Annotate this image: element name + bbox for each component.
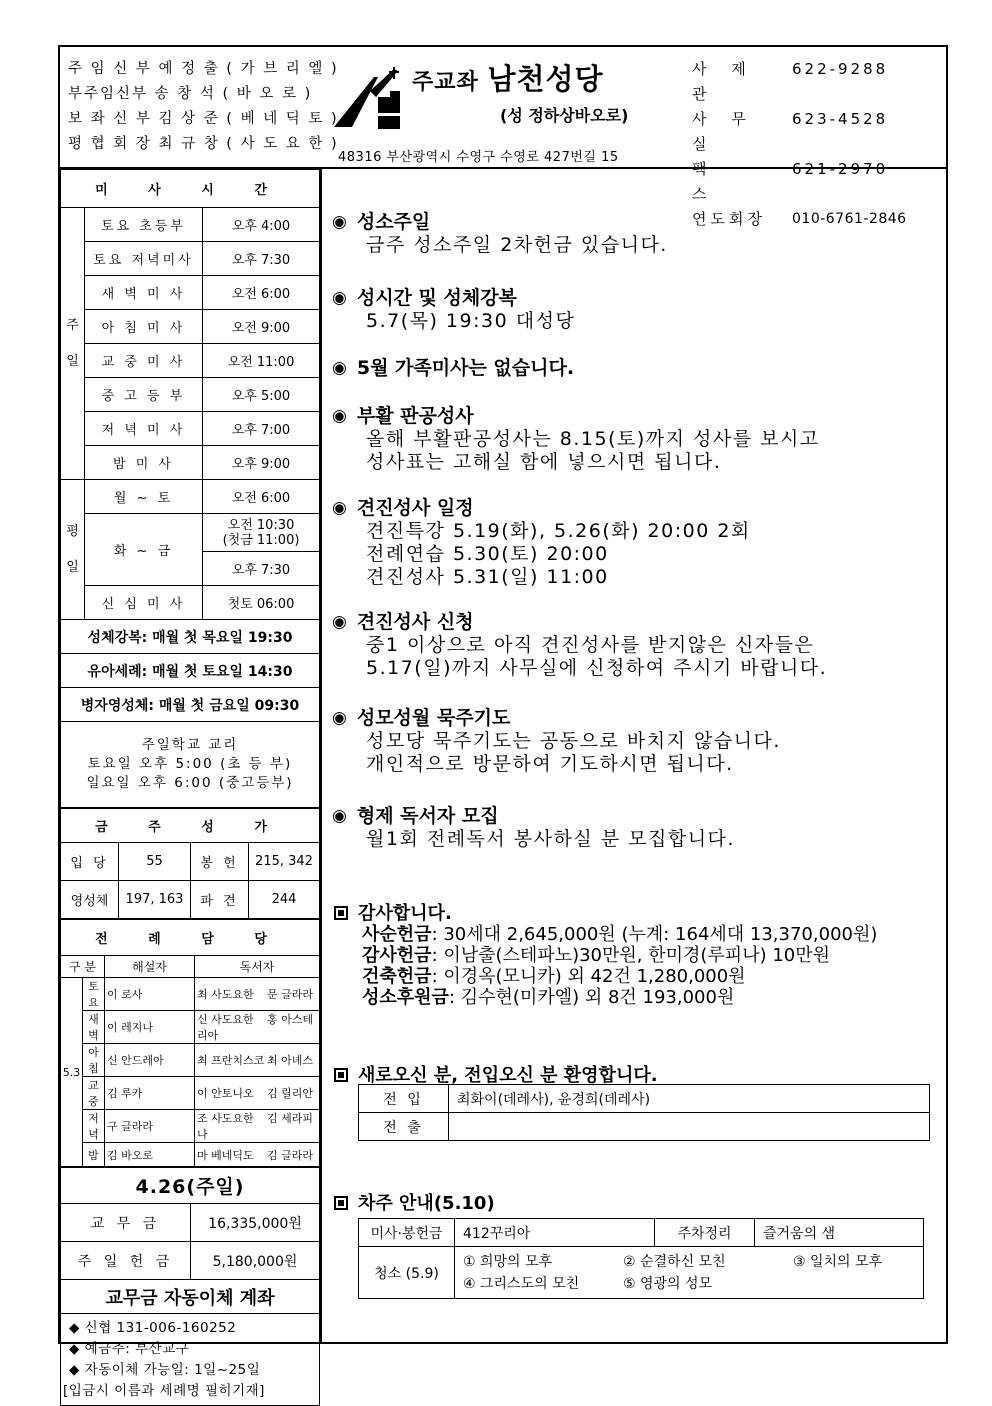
mass-name: 화 ~ 금 xyxy=(85,514,203,586)
bullseye-icon: ◉ xyxy=(332,708,347,728)
square-bullet-icon xyxy=(334,1196,348,1210)
liturgy-commentator: 구 글라라 xyxy=(105,1110,195,1143)
welcome-title: 새로오신 분, 전입오신 분 환영합니다. xyxy=(358,1065,658,1086)
sunday-school-title: 주일학교 교리 xyxy=(141,737,239,753)
announcement xyxy=(332,497,751,589)
liturgy-header: 독서자 xyxy=(195,956,320,978)
mass-times-title: 미 사 시 간 xyxy=(61,170,320,208)
thanks-text: : 30세대 2,645,000원 (누계: 164세대 13,370,000원) xyxy=(431,924,878,945)
thanks-line xyxy=(334,987,877,1008)
mass-name: 월 ~ 토 xyxy=(85,480,203,514)
reader: 마 베네딕도 xyxy=(197,1148,254,1162)
liturgy-readers xyxy=(195,978,320,1011)
finance-value: 16,335,000원 xyxy=(191,1204,320,1242)
mass-time-note: (첫금 11:00) xyxy=(222,532,300,548)
reader: 홍 아스테리아 xyxy=(197,1013,314,1042)
mass-name: 중 고 등 부 xyxy=(85,378,203,412)
sunday-school-line: 토요일 오후 5:00 (초 등 부) xyxy=(87,756,293,772)
bulletin-frame xyxy=(58,45,948,1399)
parking-label: 주차정리 xyxy=(655,1219,755,1247)
church-name xyxy=(412,57,604,98)
liturgy-header: 구 분 xyxy=(61,956,105,978)
mass-time: 오전 10:30 xyxy=(227,517,295,533)
announcement-title: 성소주일 xyxy=(356,211,431,233)
thanks-label: 건축헌금 xyxy=(362,966,432,987)
hymn-label: 봉 헌 xyxy=(191,843,249,881)
bullseye-icon: ◉ xyxy=(332,406,347,426)
liturgy-slot: 교중 xyxy=(83,1077,105,1110)
staff-line: 부주임신부 송 창 석 ( 바 오 로 ) xyxy=(68,86,313,102)
mass-time: 오전 9:00 xyxy=(203,310,320,344)
thanks-label: 사순헌금 xyxy=(362,924,432,945)
square-bullet-icon xyxy=(334,1068,348,1082)
patron-name: (성 정하상바오로) xyxy=(500,106,629,125)
announcement-body: 월1회 전례독서 봉사하실 분 모집합니다. xyxy=(366,828,735,850)
reader: 김 릴리안 xyxy=(267,1087,314,1100)
hymn-label: 영성체 xyxy=(61,881,119,919)
contact-label: 팩 스 xyxy=(692,160,745,203)
contact-label: 연도회장 xyxy=(692,210,766,228)
church-logo-icon xyxy=(332,61,422,131)
announcement-title: 견진성사 신청 xyxy=(356,611,474,633)
announcement xyxy=(332,357,574,380)
mass-time: 오전 6:00 xyxy=(203,276,320,310)
welcome-label: 전 출 xyxy=(359,1113,449,1141)
right-column xyxy=(322,169,946,1344)
bullseye-icon: ◉ xyxy=(332,358,347,378)
offering-value: 412꾸리아 xyxy=(455,1219,655,1247)
liturgy-readers xyxy=(195,1143,320,1167)
announcement-title: 성시간 및 성체강복 xyxy=(356,287,517,309)
thanks-text: : 김수현(미카엘) 외 8건 193,000원 xyxy=(448,987,735,1008)
liturgy-readers xyxy=(195,1011,320,1044)
cleaning-label: 청소 (5.9) xyxy=(359,1247,455,1299)
contact-value: 010-6761-2846 xyxy=(792,211,907,227)
left-column xyxy=(60,169,322,1399)
thanks-line xyxy=(334,966,877,987)
hymn-value: 244 xyxy=(249,881,320,919)
thanks-text: : 이경옥(모니카) 외 42건 1,280,000원 xyxy=(431,966,746,987)
announcement-title: 부활 판공성사 xyxy=(356,405,474,427)
liturgy-slot: 토요 xyxy=(83,978,105,1011)
announcement-body: 5.17(일)까지 사무실에 신청하여 주시기 바랍니다. xyxy=(366,657,828,679)
bullseye-icon: ◉ xyxy=(332,612,347,632)
mass-time: 첫토 06:00 xyxy=(203,586,320,620)
mass-name: 밤 미 사 xyxy=(85,446,203,480)
announcement-body: 전례연습 5.30(토) 20:00 xyxy=(366,543,609,565)
finance-label: 교 무 금 xyxy=(61,1204,191,1242)
reader: 최 아녜스 xyxy=(267,1054,314,1067)
reader: 신 사도요한 xyxy=(197,1013,254,1026)
liturgy-slot: 새벽 xyxy=(83,1011,105,1044)
announcement xyxy=(332,211,668,257)
welcome-value: 최화이(데레사), 윤경희(데레사) xyxy=(449,1085,930,1113)
sunday-label: 주 일 xyxy=(61,208,85,480)
liturgy-title: 전 례 담 당 xyxy=(61,920,320,956)
mass-time: 오후 7:30 xyxy=(203,552,320,586)
liturgy-readers xyxy=(195,1077,320,1110)
liturgy-commentator: 이 레지나 xyxy=(105,1011,195,1044)
announcement xyxy=(332,287,575,333)
autopay-line: [입금시 이름과 세례명 필히기재] xyxy=(63,1382,265,1399)
mass-name: 신 심 미 사 xyxy=(85,586,203,620)
staff-list xyxy=(68,57,339,157)
announcement xyxy=(332,611,827,680)
announcement xyxy=(332,805,735,851)
bullseye-icon: ◉ xyxy=(332,288,347,308)
mass-name: 교 중 미 사 xyxy=(85,344,203,378)
welcome-value xyxy=(449,1113,930,1141)
thanks-label: 성소후원금 xyxy=(362,987,449,1008)
church-title: 남천성당 xyxy=(487,62,604,96)
nextweek-title: 차주 안내(5.10) xyxy=(358,1193,495,1214)
cleaning-group: ④ 그리스도의 모친 xyxy=(463,1275,580,1292)
sunday-school xyxy=(61,722,320,808)
note-row: 성체강복: 매월 첫 목요일 19:30 xyxy=(61,620,320,654)
hymn-value: 197, 163 xyxy=(119,881,191,919)
reader: 이 안토니오 xyxy=(197,1087,254,1100)
announcement-body: 견진성사 5.31(일) 11:00 xyxy=(366,566,609,588)
announcement-title: 5월 가족미사는 없습니다. xyxy=(356,357,575,379)
autopay-line: ◆ 자동이체 가능일: 1일~25일 xyxy=(69,1361,261,1378)
cleaning-group: ① 희망의 모후 xyxy=(463,1253,553,1270)
weekday-label: 평 일 xyxy=(61,480,85,620)
announcement-title: 성모성월 묵주기도 xyxy=(356,707,511,729)
sunday-school-line: 일요일 오후 6:00 (중고등부) xyxy=(86,775,294,791)
mass-time: 오전 6:00 xyxy=(203,480,320,514)
thanks-line xyxy=(334,924,877,945)
mass-time: 오후 7:00 xyxy=(203,412,320,446)
thanks-text: : 이남출(스테파노)30만원, 한미경(루피나) 10만원 xyxy=(431,945,831,966)
staff-line: 주 임 신 부 예 정 출 ( 가 브 리 엘 ) xyxy=(68,61,339,77)
square-bullet-icon xyxy=(334,906,348,920)
reader: 김 세라피나 xyxy=(197,1112,314,1141)
thanks-line xyxy=(334,945,877,966)
mass-time-multi xyxy=(203,514,320,552)
liturgy-slot: 밤 xyxy=(83,1143,105,1167)
mass-name: 저 녁 미 사 xyxy=(85,412,203,446)
mass-name: 새 벽 미 사 xyxy=(85,276,203,310)
liturgy-slot: 아침 xyxy=(83,1044,105,1077)
mass-times-table xyxy=(60,169,320,808)
liturgy-commentator: 신 안드레아 xyxy=(105,1044,195,1077)
thanks-label: 감사헌금 xyxy=(362,945,432,966)
cleaning-group: ③ 일치의 모후 xyxy=(793,1253,883,1270)
announcement-body: 5.7(목) 19:30 대성당 xyxy=(366,310,576,332)
announcement-title: 형제 독서자 모집 xyxy=(356,805,499,827)
cleaning-groups xyxy=(455,1247,924,1299)
contact-label: 사 무 실 xyxy=(692,110,756,153)
mass-time: 오전 11:00 xyxy=(203,344,320,378)
finance-table xyxy=(60,1167,320,1406)
cleaning-group: ② 순결하신 모친 xyxy=(623,1253,726,1270)
hymn-label: 입 당 xyxy=(61,843,119,881)
hymn-value: 215, 342 xyxy=(249,843,320,881)
reader: 최 사도요한 xyxy=(197,988,254,1001)
reader: 최 프란치스코 xyxy=(197,1054,265,1067)
mass-name: 토요 저녁미사 xyxy=(85,242,203,276)
finance-value: 5,180,000원 xyxy=(191,1242,320,1280)
contact-value: 621-2970 xyxy=(792,160,889,178)
note-row: 유아세례: 매월 첫 토요일 14:30 xyxy=(61,654,320,688)
liturgy-table xyxy=(60,919,320,1167)
offering-label: 미사·봉헌금 xyxy=(359,1219,455,1247)
mass-time: 오후 5:00 xyxy=(203,378,320,412)
finance-label: 주 일 헌 금 xyxy=(61,1242,191,1280)
hymns-table xyxy=(60,808,320,919)
address: 48316 부산광역시 수영구 수영로 427번길 15 xyxy=(338,150,619,165)
bullseye-icon: ◉ xyxy=(332,806,347,826)
reader: 김 글라라 xyxy=(267,1148,314,1162)
liturgy-commentator: 김 루카 xyxy=(105,1077,195,1110)
thanks-section xyxy=(334,903,877,1008)
announcement-body: 올해 부활판공성사는 8.15(토)까지 성사를 보시고 xyxy=(366,428,820,450)
welcome-table xyxy=(358,1084,930,1141)
autopay-info xyxy=(61,1314,320,1406)
mass-name: 아 침 미 사 xyxy=(85,310,203,344)
bullseye-icon: ◉ xyxy=(332,212,347,232)
hymn-label: 파 견 xyxy=(191,881,249,919)
autopay-line: ◆ 예금주: 부산교구 xyxy=(69,1340,190,1357)
mass-time: 오후 4:00 xyxy=(203,208,320,242)
thanks-title: 감사합니다. xyxy=(358,903,452,924)
nextweek-title-row xyxy=(334,1189,495,1215)
cleaning-group: ⑤ 영광의 성모 xyxy=(623,1275,713,1292)
announcement-body: 개인적으로 방문하여 기도하시면 됩니다. xyxy=(366,753,734,775)
liturgy-readers xyxy=(195,1044,320,1077)
liturgy-readers xyxy=(195,1110,320,1143)
liturgy-commentator: 이 로사 xyxy=(105,978,195,1011)
announcement-body: 견진특강 5.19(화), 5.26(화) 20:00 2회 xyxy=(366,520,751,542)
liturgy-date: 5.3 xyxy=(61,978,83,1167)
liturgy-header: 해설자 xyxy=(105,956,195,978)
welcome-label: 전 입 xyxy=(359,1085,449,1113)
announcement xyxy=(332,405,820,474)
hymns-title: 금 주 성 가 xyxy=(61,809,320,843)
contact-value: 623-4528 xyxy=(792,110,889,128)
reader: 문 글라라 xyxy=(267,988,314,1001)
nextweek-table xyxy=(358,1218,924,1299)
finance-date: 4.26(주일) xyxy=(61,1168,320,1204)
parking-value: 즐거움의 샘 xyxy=(755,1219,924,1247)
church-prefix: 주교좌 xyxy=(412,70,479,95)
contact-value: 622-9288 xyxy=(792,60,889,78)
liturgy-slot: 저녁 xyxy=(83,1110,105,1143)
announcement-body: 금주 성소주일 2차헌금 있습니다. xyxy=(366,234,668,256)
liturgy-commentator: 김 바오로 xyxy=(105,1143,195,1167)
note-row: 병자영성체: 매월 첫 금요일 09:30 xyxy=(61,688,320,722)
announcement xyxy=(332,707,781,776)
autopay-title: 교무금 자동이체 계좌 xyxy=(61,1280,320,1314)
announcement-body: 중1 이상으로 아직 견진성사를 받지않은 신자들은 xyxy=(366,634,815,656)
staff-line: 보 좌 신 부 김 상 준 ( 베 네 딕 토 ) xyxy=(68,111,339,127)
mass-name: 토요 초등부 xyxy=(85,208,203,242)
hymn-value: 55 xyxy=(119,843,191,881)
reader: 조 사도요한 xyxy=(197,1112,254,1125)
bullseye-icon: ◉ xyxy=(332,498,347,518)
announcement-body: 성모당 묵주기도는 공동으로 바치지 않습니다. xyxy=(366,730,781,752)
autopay-line: ◆ 신협 131-006-160252 xyxy=(69,1319,237,1336)
contact-label: 사 제 관 xyxy=(692,60,756,103)
announcement-title: 견진성사 일정 xyxy=(356,497,474,519)
staff-line: 평 협 회 장 최 규 창 ( 사 도 요 한 ) xyxy=(68,136,339,152)
mass-time: 오후 9:00 xyxy=(203,446,320,480)
announcement-body: 성사표는 고해실 함에 넣으시면 됩니다. xyxy=(366,451,722,473)
mass-time: 오후 7:30 xyxy=(203,242,320,276)
